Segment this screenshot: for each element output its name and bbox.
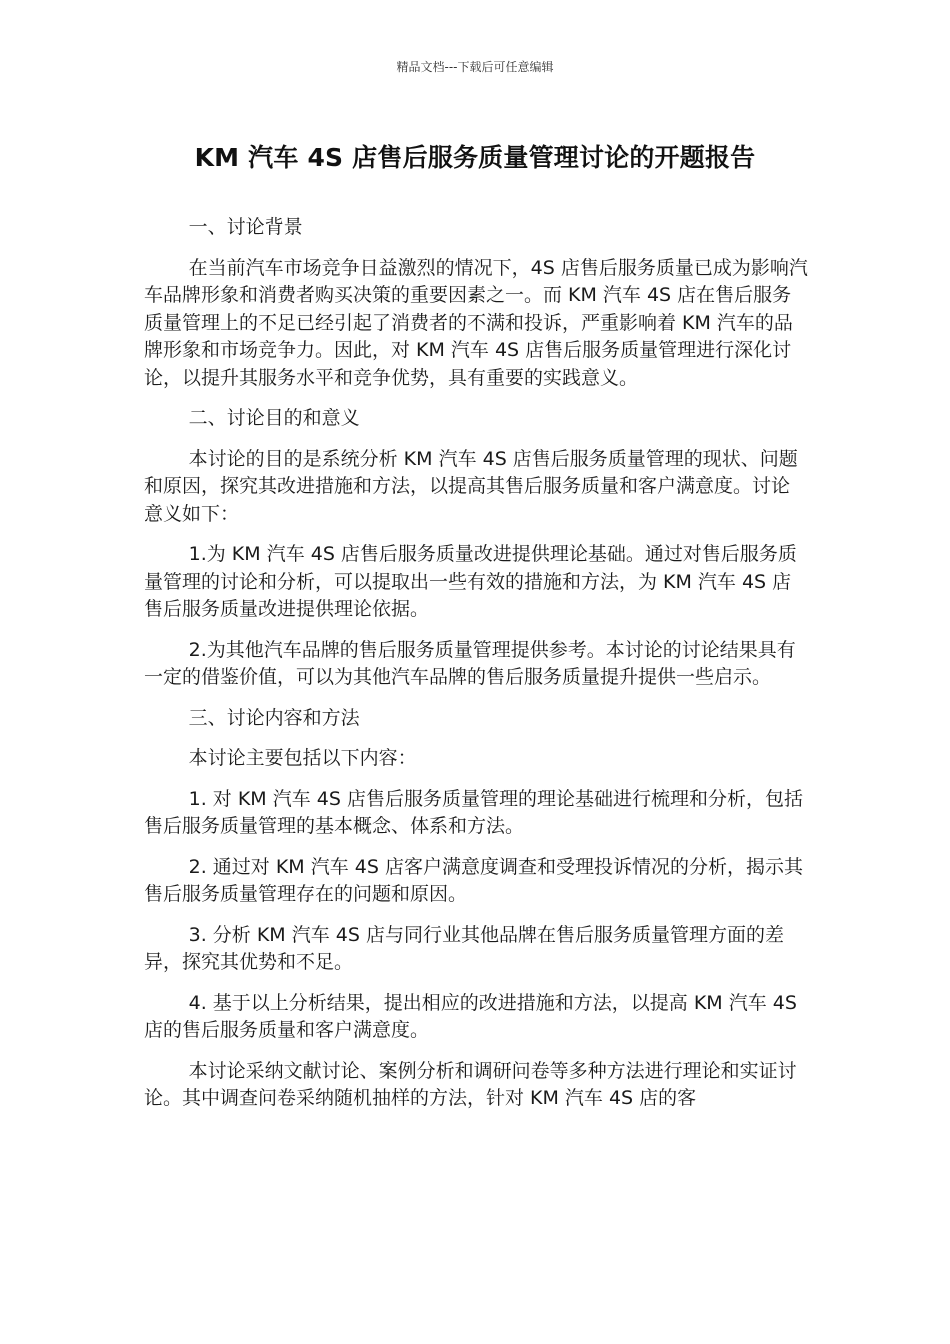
list-item-content-1: 1. 对 KM 汽车 4S 店售后服务质量管理的理论基础进行梳理和分析，包括售后服务质量管理的基本概念、体系和方法。: [144, 787, 803, 837]
paragraph-method: 本讨论采纳文献讨论、案例分析和调研问卷等多种方法进行理论和实证讨论。其中调查问卷采纳随机抽样的方法，针对 KM 汽车 4S 店的客: [144, 1059, 797, 1109]
paragraph-content-intro: 本讨论主要包括以下内容：: [188, 747, 417, 769]
document-title: KM 汽车 4S 店售后服务质量管理讨论的开题报告: [194, 143, 756, 172]
list-item-purpose-1: 1.为 KM 汽车 4S 店售后服务质量改进提供理论基础。通过对售后服务质量管理的讨论和分析，可以提取出一些有效的措施和方法，为 KM 汽车 4S 店售后服务质量改进提供理论依据。: [144, 543, 797, 620]
list-item-purpose-2: 2.为其他汽车品牌的售后服务质量管理提供参考。本讨论的讨论结果具有一定的借鉴价值，可以为其他汽车品牌的售后服务质量提升提供一些启示。: [144, 638, 796, 688]
header-note: 精品文档---下载后可任意编辑: [396, 60, 554, 74]
list-item-content-3: 3. 分析 KM 汽车 4S 店与同行业其他品牌在售后服务质量管理方面的差异，探究其优势和不足。: [144, 923, 784, 973]
section-heading-background: 一、讨论背景: [188, 216, 303, 238]
paragraph-purpose: 本讨论的目的是系统分析 KM 汽车 4S 店售后服务质量管理的现状、问题和原因，探究其改进措施和方法，以提高其售后服务质量和客户满意度。讨论意义如下：: [144, 447, 798, 525]
document-body: [144, 214, 808, 1126]
section-heading-content-method: 三、讨论内容和方法: [188, 706, 360, 729]
section-heading-purpose: 二、讨论目的和意义: [188, 407, 360, 429]
list-item-content-2: 2. 通过对 KM 汽车 4S 店客户满意度调查和受理投诉情况的分析，揭示其售后服务质量管理存在的问题和原因。: [144, 855, 803, 905]
paragraph-background: 在当前汽车市场竞争日益激烈的情况下，4S 店售后服务质量已成为影响汽车品牌形象和消费者购买决策的重要因素之一。而 KM 汽车 4S 店在售后服务质量管理上的不足已经引起了消费者的不满和投诉，严重影响着 KM 汽车的品牌形象和市场竞争力。因此，对 KM 汽车 4S 店售后服务质量管理进行深化讨论，以提升其服务水平和竞争优势，具有重要的实践意义。: [144, 256, 808, 389]
list-item-content-4: 4. 基于以上分析结果，提出相应的改进措施和方法，以提高 KM 汽车 4S 店的售后服务质量和客户满意度。: [144, 991, 797, 1041]
